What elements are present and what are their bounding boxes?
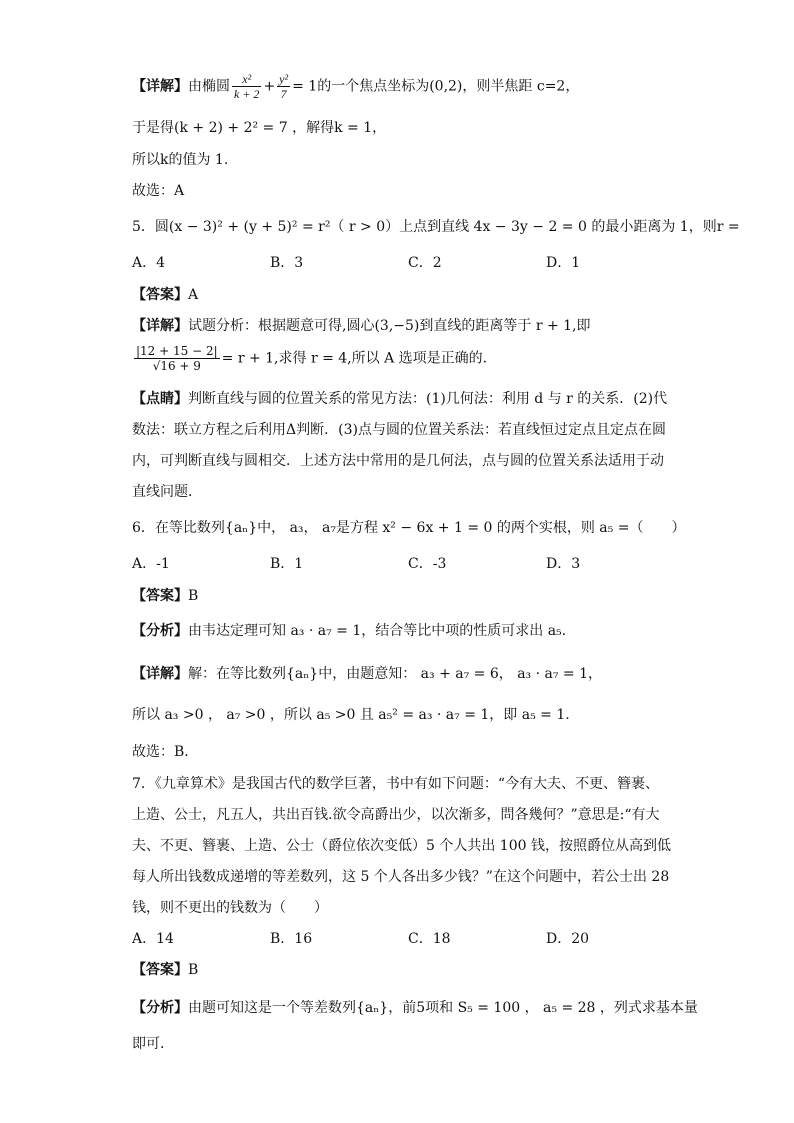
q7-answer: 【答案】B: [132, 962, 199, 978]
q7-option-d: D．20: [546, 931, 590, 947]
q5-detail-line-2: $\frac{|12 + 15 - 2|}{√16 + 9}$ = r + 1,求得 r = 4,所以 A 选项是正确的.: [136, 344, 488, 373]
q7-stem-line-4: 每人所出钱数成递增的等差数列，这 5 个人各出多少钱？”在这个问题中，若公士出 28: [132, 869, 670, 885]
q5-option-b: B．3: [270, 255, 304, 271]
q6-option-c: C．-3: [408, 556, 447, 572]
q5-answer: 【答案】A: [132, 287, 199, 303]
detail-tag: 【详解】: [132, 78, 188, 95]
q6-option-d: D．3: [546, 556, 581, 572]
q7-stem-line-5: 钱，则不更出的钱数为（ ）: [132, 900, 328, 916]
q7-analysis-line-1: 【分析】由题可知这是一个等差数列{aₙ}，前5项和 S₅ = 100 ， a₅ = 28 ，列式求基本量: [132, 1000, 698, 1016]
q7-option-c: C．18: [408, 931, 451, 947]
q5-option-c: C．2: [408, 255, 442, 271]
q6-detail: 【详解】解：在等比数列{aₙ}中，由题意知： a₃ + a₇ = 6， a₃ · a₇ = 1，: [132, 666, 603, 682]
q5-remark-line-1: 【点睛】判断直线与圆的位置关系的常见方法：(1)几何法：利用 d 与 r 的关系．(2)代: [132, 391, 668, 407]
q5-remark-line-3: 内，可判断直线与圆相交．上述方法中常用的是几何法，点与圆的位置关系法适用于动: [132, 453, 664, 469]
q4-detail-line-2: 于是得(k + 2) + 2² = 7 ，解得k = 1，: [132, 120, 387, 136]
q5-remark-line-2: 数法：联立方程之后利用Δ判断．(3)点与圆的位置关系法：若直线恒过定点且定点在圆: [132, 422, 666, 438]
distance-fraction: $\frac{|12 + 15 - 2|}{√16 + 9}$: [136, 344, 218, 373]
q7-analysis-line-2: 即可.: [132, 1036, 165, 1052]
q6-stem: 6．在等比数列{aₙ}中， a₃， a₇是方程 x² − 6x + 1 = 0 的两个实根，则 a₅ =（ ）: [132, 520, 686, 536]
q7-option-a: A．14: [132, 931, 174, 947]
q6-analysis: 【分析】由韦达定理可知 a₃ · a₇ = 1，结合等比中项的性质可求出 a₅.: [132, 623, 567, 639]
q4-detail-line-1: 【详解】由椭圆 $\frac{\text{x²}}{k + 2}$ + $\frac{\text{y²}}{7}$ = 1的一个焦点坐标为(0,2)，则半焦距 c=2，: [132, 72, 580, 101]
q5-option-d: D．1: [546, 255, 581, 271]
q6-option-a: A．-1: [132, 556, 170, 572]
fraction-y: $\frac{\text{y²}}{7}$: [279, 72, 289, 101]
q4-detail-line-3: 所以k的值为 1.: [132, 152, 229, 168]
point: (0,2): [429, 78, 463, 95]
text: ，则半焦距 c=2，: [462, 78, 580, 95]
q5-stem: 5．圆(x − 3)² + (y + 5)² = r²（ r > 0）上点到直线 4x − 3y − 2 = 0 的最小距离为 1，则r =: [132, 219, 740, 235]
q4-choose: 故选：A: [132, 183, 185, 199]
q6-detail-line-2: 所以 a₃ >0 ， a₇ >0 ，所以 a₅ >0 且 a₅² = a₃ · a₇ = 1，即 a₅ = 1.: [132, 707, 570, 723]
fraction-x: $\frac{\text{x²}}{k + 2}$: [234, 72, 260, 101]
q5-remark-line-4: 直线问题．: [132, 484, 202, 500]
q7-stem-line-2: 上造、公士，凡五人，共出百钱.欲令高爵出少，以次渐多，問各幾何？”意思是:“有大: [132, 807, 660, 823]
q7-stem-line-1: 7．《九章算术》是我国古代的数学巨著，书中有如下问题：“今有大夫、不更、簪裹、: [132, 776, 660, 792]
text: 由椭圆: [188, 78, 230, 95]
q6-choose: 故选：B.: [132, 744, 189, 760]
q7-option-b: B．16: [270, 931, 313, 947]
q6-answer: 【答案】B: [132, 588, 199, 604]
q5-detail-line-1: 【详解】试题分析：根据题意可得,圆心(3,−5)到直线的距离等于 r + 1,即: [132, 318, 591, 334]
text: = 1的一个焦点坐标为: [292, 78, 430, 95]
q6-option-b: B．1: [270, 556, 304, 572]
q5-option-a: A．4: [132, 255, 166, 271]
q7-stem-line-3: 夫、不更、簪裹、上造、公士（爵位依次变低）5 个人共出 100 钱，按照爵位从高到低: [132, 838, 671, 854]
